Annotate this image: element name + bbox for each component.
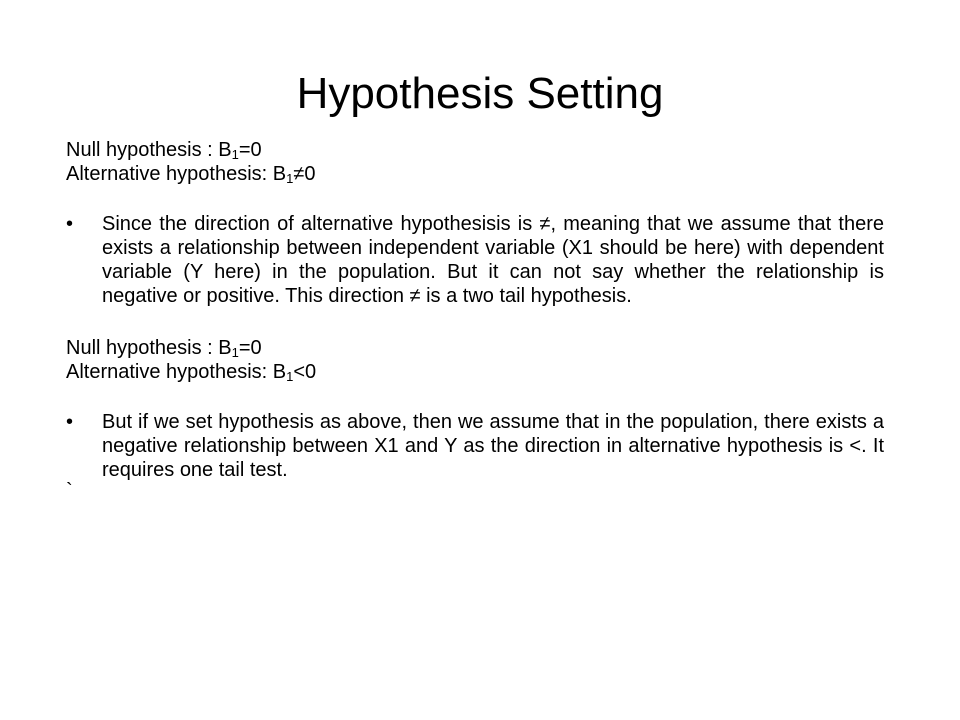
alternative-hypothesis-1-value: ≠0 (293, 163, 316, 185)
alternative-hypothesis-2-value: <0 (293, 361, 317, 383)
null-hypothesis-2 (66, 336, 884, 360)
bullet-one-tail (66, 410, 884, 482)
alternative-hypothesis-2 (66, 360, 884, 384)
alternative-hypothesis-1-subscript: 1 (286, 171, 294, 186)
alternative-hypothesis-2-label: Alternative hypothesis: B (66, 361, 287, 383)
bullet-two-tail (66, 212, 884, 308)
slide-body (66, 138, 884, 502)
alternative-hypothesis-1 (66, 162, 884, 186)
bullet-marker: • (66, 213, 74, 235)
null-hypothesis-2-label: Null hypothesis : B (66, 337, 232, 359)
alternative-hypothesis-1-label: Alternative hypothesis: B (66, 163, 287, 185)
null-hypothesis-1-subscript: 1 (231, 147, 239, 162)
slide-title: Hypothesis Setting (296, 69, 664, 118)
bullet-marker: • (66, 411, 74, 433)
trailing-mark: ` (66, 480, 73, 502)
null-hypothesis-2-subscript: 1 (231, 345, 239, 360)
bullet-two-tail-text: Since the direction of alternative hypothesisis is ≠, meaning that we assume that there exists a relationship between independent variable (X1 should be here) with dependent variable (Y here) in the population. But it can not say whether the relationship is negative or positive. This direction ≠ is a two tail hypothesis. (102, 213, 884, 307)
null-hypothesis-1 (66, 138, 884, 162)
alternative-hypothesis-2-subscript: 1 (286, 369, 294, 384)
null-hypothesis-2-value: =0 (238, 337, 262, 359)
null-hypothesis-1-value: =0 (238, 139, 262, 161)
null-hypothesis-1-label: Null hypothesis : B (66, 139, 232, 161)
bullet-one-tail-text: But if we set hypothesis as above, then we assume that in the population, there exists a negative relationship between X1 and Y as the direction in alternative hypothesis is <. It requires one tail test. (102, 411, 884, 481)
